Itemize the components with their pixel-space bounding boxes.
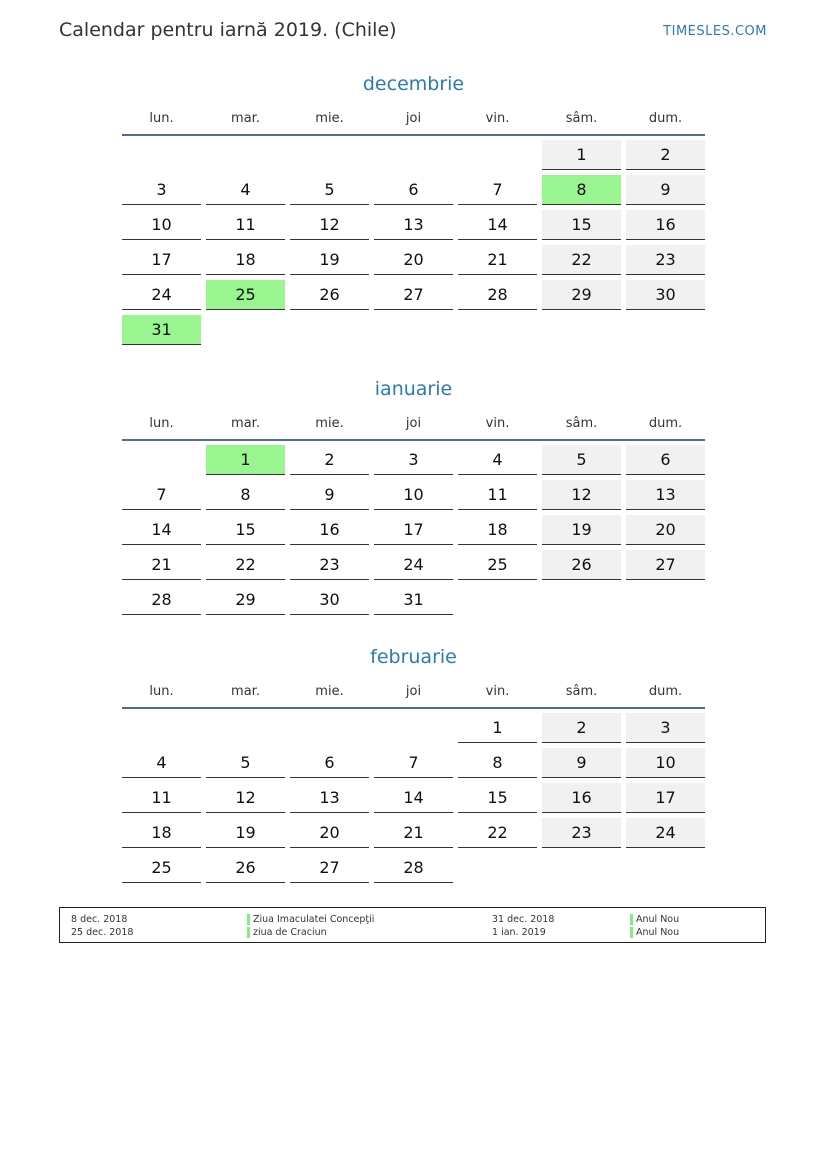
day-cell: 4: [122, 748, 201, 778]
day-cell: 20: [374, 245, 453, 275]
day-cell: 25: [206, 280, 285, 310]
day-grid: [122, 140, 705, 345]
day-cell: 30: [626, 280, 705, 310]
week-row: [122, 585, 705, 615]
day-cell: 19: [290, 245, 369, 275]
empty-day-cell: [626, 585, 705, 615]
day-cell: 9: [542, 748, 621, 778]
day-cell: 27: [374, 280, 453, 310]
day-cell: 26: [542, 550, 621, 580]
empty-day-cell: [206, 713, 285, 743]
month-name: februarie: [370, 646, 457, 668]
day-cell: 17: [626, 783, 705, 813]
day-cell: 16: [542, 783, 621, 813]
weekday-label: dum.: [648, 684, 683, 699]
day-cell: 21: [374, 818, 453, 848]
day-cell: 12: [206, 783, 285, 813]
weekday-label: joi: [405, 684, 422, 699]
day-cell: 9: [626, 175, 705, 205]
empty-day-cell: [374, 140, 453, 170]
week-row: [122, 245, 705, 275]
empty-day-cell: [290, 140, 369, 170]
day-cell: 21: [458, 245, 537, 275]
day-cell: 23: [542, 818, 621, 848]
week-row: [122, 210, 705, 240]
day-cell: 10: [626, 748, 705, 778]
day-cell: 12: [290, 210, 369, 240]
day-cell: 27: [626, 550, 705, 580]
day-cell: 28: [458, 280, 537, 310]
day-cell: 13: [374, 210, 453, 240]
day-cell: 1: [542, 140, 621, 170]
day-cell: 3: [122, 175, 201, 205]
weekday-label: mie.: [315, 111, 344, 126]
legend-date: 1 ian. 2019: [492, 927, 546, 938]
day-cell: 25: [122, 853, 201, 883]
weekday-label: joi: [405, 416, 422, 431]
day-cell: 11: [458, 480, 537, 510]
day-cell: 8: [458, 748, 537, 778]
day-cell: 15: [458, 783, 537, 813]
empty-day-cell: [290, 315, 369, 345]
day-cell: 6: [626, 445, 705, 475]
weekday-label: lun.: [149, 111, 174, 126]
day-cell: 8: [542, 175, 621, 205]
month-calendar-december: [122, 70, 705, 350]
empty-day-cell: [542, 315, 621, 345]
weekday-header: [122, 413, 705, 441]
week-row: [122, 748, 705, 778]
day-cell: 3: [626, 713, 705, 743]
day-cell: 22: [458, 818, 537, 848]
day-cell: 4: [458, 445, 537, 475]
empty-day-cell: [374, 713, 453, 743]
week-row: [122, 818, 705, 848]
weekday-label: mie.: [315, 416, 344, 431]
month-calendar-january: [122, 375, 705, 620]
week-row: [122, 713, 705, 743]
day-cell: 5: [542, 445, 621, 475]
day-cell: 15: [206, 515, 285, 545]
day-cell: 18: [206, 245, 285, 275]
day-cell: 20: [626, 515, 705, 545]
day-cell: 15: [542, 210, 621, 240]
week-row: [122, 853, 705, 883]
empty-day-cell: [122, 713, 201, 743]
day-cell: 28: [374, 853, 453, 883]
day-cell: 1: [206, 445, 285, 475]
day-cell: 10: [374, 480, 453, 510]
month-calendar-february: [122, 643, 705, 888]
empty-day-cell: [458, 140, 537, 170]
legend-date: 25 dec. 2018: [71, 927, 134, 938]
legend-holiday-name: ziua de Craciun: [247, 926, 327, 939]
day-cell: 24: [122, 280, 201, 310]
day-cell: 6: [290, 748, 369, 778]
day-cell: 23: [290, 550, 369, 580]
empty-day-cell: [122, 445, 201, 475]
day-cell: 29: [206, 585, 285, 615]
day-cell: 11: [122, 783, 201, 813]
legend-holiday-name: Anul Nou: [630, 926, 679, 939]
legend-date: 31 dec. 2018: [492, 914, 555, 925]
day-cell: 21: [122, 550, 201, 580]
empty-day-cell: [374, 315, 453, 345]
day-cell: 4: [206, 175, 285, 205]
day-cell: 17: [122, 245, 201, 275]
day-cell: 19: [542, 515, 621, 545]
day-cell: 18: [458, 515, 537, 545]
weekday-label: sâm.: [565, 684, 598, 699]
weekday-label: dum.: [648, 111, 683, 126]
legend-holiday-name: Anul Nou: [630, 913, 679, 926]
week-row: [122, 783, 705, 813]
day-cell: 8: [206, 480, 285, 510]
day-cell: 24: [626, 818, 705, 848]
day-grid: [122, 445, 705, 615]
page-title: Calendar pentru iarnă 2019. (Chile): [59, 19, 397, 41]
day-cell: 11: [206, 210, 285, 240]
day-cell: 20: [290, 818, 369, 848]
empty-day-cell: [542, 853, 621, 883]
weekday-label: lun.: [149, 684, 174, 699]
weekday-label: vin.: [485, 111, 510, 126]
day-cell: 26: [206, 853, 285, 883]
weekday-label: vin.: [485, 684, 510, 699]
day-cell: 1: [458, 713, 537, 743]
weekday-label: vin.: [485, 416, 510, 431]
legend-row: [60, 926, 765, 939]
day-cell: 16: [290, 515, 369, 545]
day-cell: 18: [122, 818, 201, 848]
month-name: decembrie: [362, 73, 465, 95]
week-row: [122, 280, 705, 310]
empty-day-cell: [458, 315, 537, 345]
day-cell: 22: [542, 245, 621, 275]
day-cell: 13: [626, 480, 705, 510]
week-row: [122, 480, 705, 510]
weekday-label: mar.: [231, 111, 260, 126]
week-row: [122, 445, 705, 475]
empty-day-cell: [542, 585, 621, 615]
day-cell: 26: [290, 280, 369, 310]
week-row: [122, 315, 705, 345]
day-cell: 7: [122, 480, 201, 510]
day-cell: 9: [290, 480, 369, 510]
empty-day-cell: [122, 140, 201, 170]
holiday-legend: [59, 907, 766, 943]
day-cell: 28: [122, 585, 201, 615]
day-cell: 31: [374, 585, 453, 615]
legend-holiday-name: Ziua Imaculatei Concepţii: [247, 913, 374, 926]
day-cell: 22: [206, 550, 285, 580]
day-cell: 2: [626, 140, 705, 170]
weekday-label: mar.: [231, 684, 260, 699]
day-cell: 7: [458, 175, 537, 205]
day-cell: 10: [122, 210, 201, 240]
day-cell: 19: [206, 818, 285, 848]
day-cell: 30: [290, 585, 369, 615]
empty-day-cell: [626, 315, 705, 345]
day-cell: 29: [542, 280, 621, 310]
weekday-label: mar.: [231, 416, 260, 431]
empty-day-cell: [458, 853, 537, 883]
weekday-label: joi: [405, 111, 422, 126]
day-cell: 17: [374, 515, 453, 545]
day-cell: 25: [458, 550, 537, 580]
week-row: [122, 515, 705, 545]
weekday-label: sâm.: [565, 111, 598, 126]
day-cell: 14: [458, 210, 537, 240]
day-cell: 5: [206, 748, 285, 778]
weekday-label: lun.: [149, 416, 174, 431]
day-cell: 2: [290, 445, 369, 475]
empty-day-cell: [290, 713, 369, 743]
day-cell: 7: [374, 748, 453, 778]
week-row: [122, 550, 705, 580]
weekday-header: [122, 681, 705, 709]
week-row: [122, 175, 705, 205]
empty-day-cell: [626, 853, 705, 883]
weekday-label: dum.: [648, 416, 683, 431]
weekday-header: [122, 108, 705, 136]
empty-day-cell: [206, 315, 285, 345]
weekday-label: sâm.: [565, 416, 598, 431]
empty-day-cell: [458, 585, 537, 615]
legend-row: [60, 913, 765, 926]
day-cell: 16: [626, 210, 705, 240]
month-name: ianuarie: [374, 378, 453, 400]
day-cell: 14: [122, 515, 201, 545]
week-row: [122, 140, 705, 170]
empty-day-cell: [206, 140, 285, 170]
legend-date: 8 dec. 2018: [71, 914, 128, 925]
day-cell: 13: [290, 783, 369, 813]
day-cell: 12: [542, 480, 621, 510]
day-cell: 2: [542, 713, 621, 743]
day-cell: 6: [374, 175, 453, 205]
day-cell: 3: [374, 445, 453, 475]
brand-logo-text[interactable]: TIMESLES.COM: [663, 24, 767, 39]
day-cell: 23: [626, 245, 705, 275]
day-cell: 27: [290, 853, 369, 883]
day-cell: 31: [122, 315, 201, 345]
day-cell: 5: [290, 175, 369, 205]
day-grid: [122, 713, 705, 883]
day-cell: 24: [374, 550, 453, 580]
weekday-label: mie.: [315, 684, 344, 699]
day-cell: 14: [374, 783, 453, 813]
